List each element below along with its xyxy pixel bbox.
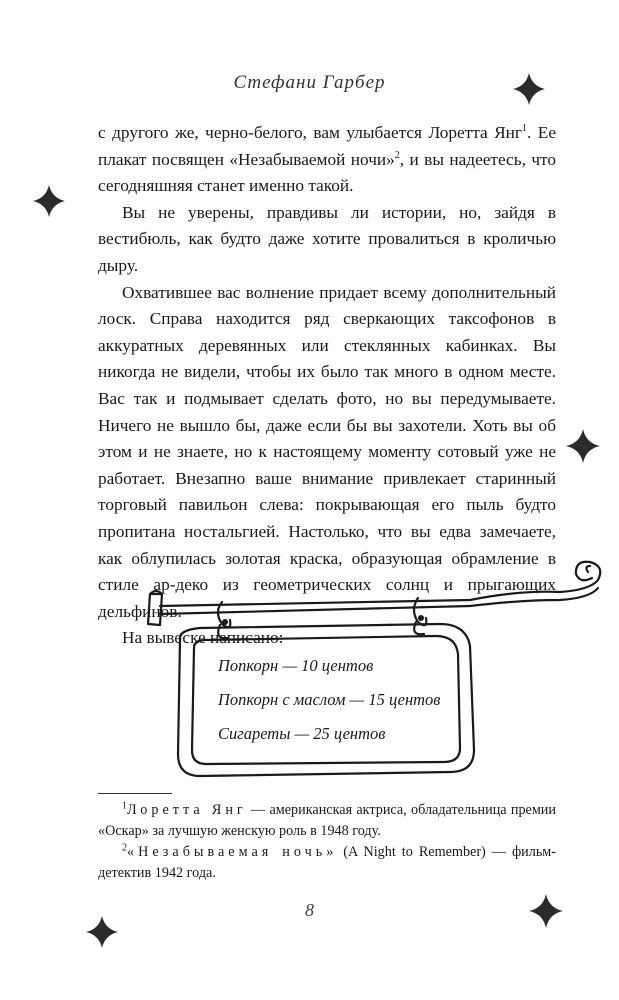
footnote-divider: [98, 793, 172, 794]
footnote-ref: 1: [522, 123, 527, 135]
footnotes: [98, 800, 556, 884]
paragraph: Вы не уверены, правдивы ли истории, но, зайдя в вестибюль, как будто даже хотите провалиться в кроличью дыру.: [98, 202, 556, 275]
footnote: $^2$«Незабываемая ночь» (A Night to Remember) — фильм-детектив 1942 года.: [98, 842, 557, 881]
sign-line-cigarettes: Сигареты — 25 центов: [218, 724, 386, 743]
sign-line-buttered-popcorn: Попкорн с маслом — 15 центов: [218, 690, 441, 709]
sign-line-popcorn: Попкорн — 10 центов: [218, 656, 374, 675]
paragraph: Охватившее вас волнение придает всему дополнительный лоск. Справа находится ряд сверкающих таксофонов в аккуратных деревянных или стеклянных кабинках. Вы никогда не видели, чтобы их было так много в одном месте. Вас так и подмывает сделать фото, но вы передумываете. Ничего не вышло бы, даже если бы вы захотели. Хоть вы об этом и не знаете, но к настоящему моменту сотовый уже не работает. Внезапно ваше внимание привлекает старинный торговый павильон слева: покрывающая его пыль будто пропитана ностальгией. Настолько, что вы едва замечаете, как облупилась золотая краска, образующая обрамление в стиле ар-деко из геометрических солнц и прыгающих дельфинов.: [98, 282, 556, 621]
footnote-ref: 2: [394, 149, 400, 161]
paragraph: На вывеске написано:: [122, 628, 284, 648]
footnote: $^1$Лоретта Янг — американская актриса, обладательница премии «Оскар» за лучшую женскую роль в 1948 году.: [98, 800, 556, 839]
paragraph: с другого же, черно-белого, вам улыбается Лоретта Янг$^1$. Ее плакат посвящен «Незабываемой ночи»$^2$, и вы надеетесь, что сегодняшняя станет именно такой.: [98, 123, 556, 196]
page-number: 8: [305, 900, 314, 920]
running-header: Стефани Гарбер: [233, 72, 386, 93]
